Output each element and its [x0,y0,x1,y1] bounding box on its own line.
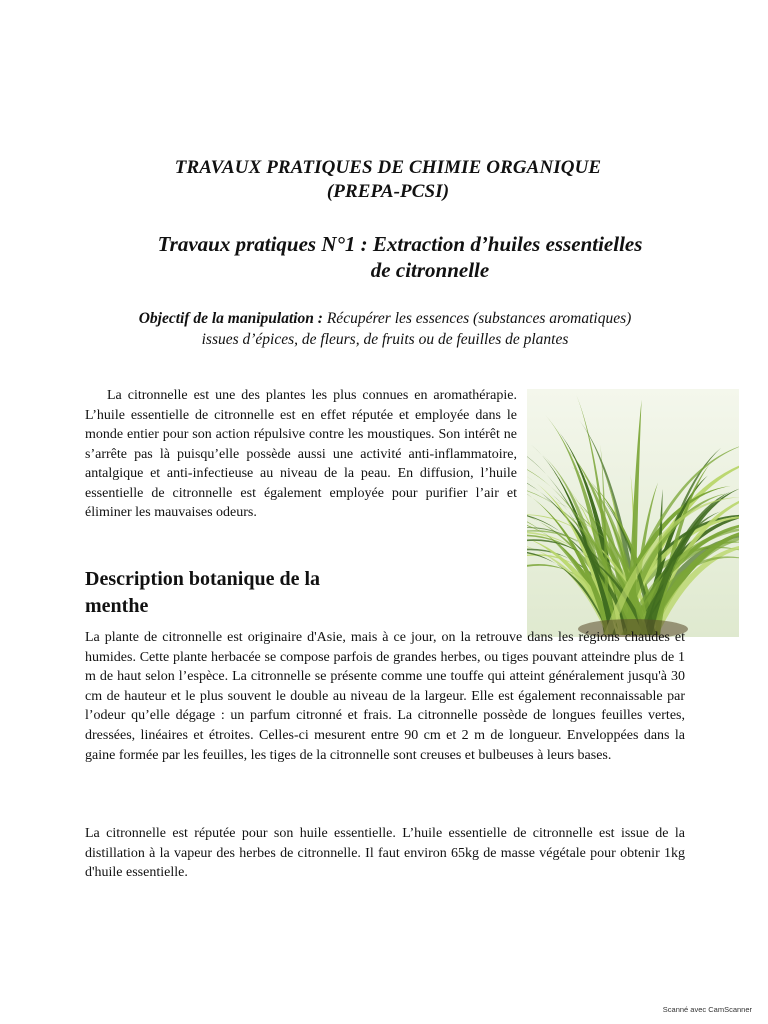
essential-oil-paragraph: La citronnelle est réputée pour son huile essentielle. L’huile essentielle de citronnelle est issue de la distillation à la vapeur des herbes de citronnelle. Il faut environ 65kg de masse végétale pour obtenir 1kg d'huile essentielle. [85,826,685,881]
section-title: Description botanique de la menthe [85,568,321,617]
course-title [100,156,676,204]
lab-title-line2: de citronnelle [370,258,490,282]
lemongrass-illustration [527,389,739,637]
scanner-footer: Scanné avec CamScanner [662,1005,752,1014]
lab-title [110,231,690,283]
lab-title-line1: Travaux pratiques N°1 : Extraction d’huiles essentielles [157,232,643,256]
objective-label: Objectif de la manipulation : [138,310,323,327]
objective-block [80,308,690,350]
course-title-line1: TRAVAUX PRATIQUES DE CHIMIE ORGANIQUE [174,157,602,178]
lemongrass-photo [527,389,739,637]
objective-text-line2: issues d’épices, de fleurs, de fruits ou de feuilles de plantes [201,331,569,348]
course-title-line2: (PREPA-PCSI) [326,181,450,202]
objective-text-line1: Récupérer les essences (substances aromatiques) [322,310,632,327]
intro-paragraph: La citronnelle est une des plantes les plus connues en aromathérapie. L’huile essentielle de citronnelle est en effet réputée et employée dans le monde entier pour son action répulsive contre les moustiques. Son intérêt ne s’arrête pas là puisqu’elle possède aussi une activité anti-inflammatoire, antalgique et anti-infectieuse au niveau de la peau. En diffusion, l’huile essentielle de citronnelle est également employée pour purifier l’air et éliminer les mauvaises odeurs. [85,388,517,520]
botany-paragraph: La plante de citronnelle est originaire d'Asie, mais à ce jour, on la retrouve dans les régions chaudes et humides. Cette plante herbacée se compose parfois de grandes herbes, ou tiges pouvant atteindre plus de 1 m de haut selon l’espèce. La citronnelle se présente comme une touffe qui atteint généralement jusqu'à 30 cm de hauteur et le plus souvent le double au niveau de la largeur. Elle est également reconnaissable par l’odeur qu’elle dégage : un parfum citronné et frais. La citronnelle possède de longues feuilles vertes, dressées, linéaires et étroites. Celles-ci mesurent entre 90 cm et 2 m de longueur. Enveloppées dans la gaine formée par les feuilles, les tiges de la citronnelle sont creuses et bulbeuses à leurs bases. [85,630,685,763]
